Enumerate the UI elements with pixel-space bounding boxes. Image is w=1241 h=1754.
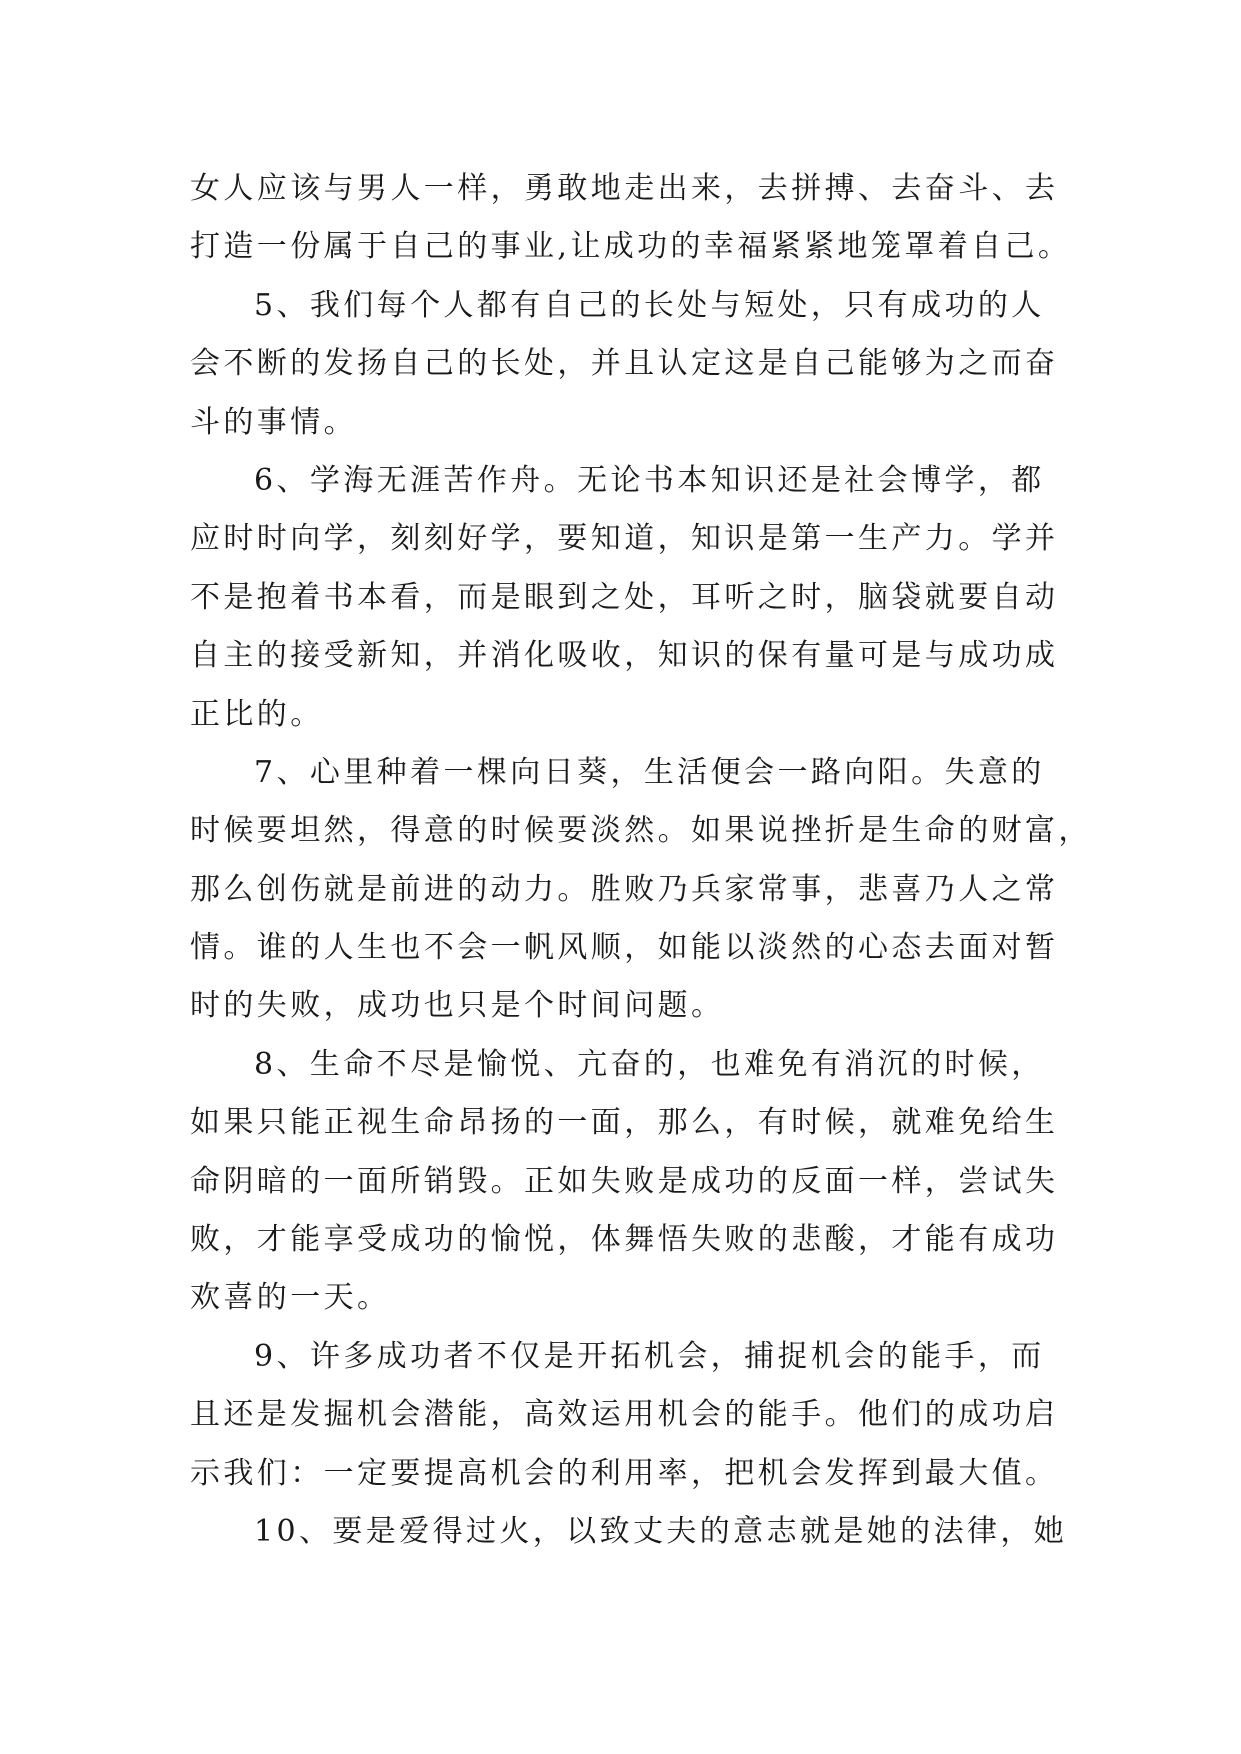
text-line-1: 女人应该与男人一样，勇敢地走出来，去拼搏、去奋斗、去 bbox=[190, 171, 1059, 206]
text-line-7: 应时时向学，刻刻好学，要知道，知识是第一生产力。学并 bbox=[190, 521, 1059, 557]
text-line-3: 5、我们每个人都有自己的长处与短处，只有成功的人 bbox=[254, 287, 1045, 323]
text-line-15: 时的失败，成功也只是个时间问题。 bbox=[190, 988, 725, 1024]
text-line-4: 会不断的发扬自己的长处，并且认定这是自己能够为之而奋 bbox=[190, 346, 1059, 382]
text-line-22: 且还是发掘机会潜能，高效运用机会的能手。他们的成功启 bbox=[190, 1397, 1059, 1433]
text-line-14: 情。谁的人生也不会一帆风顺，如能以淡然的心态去面对暂 bbox=[190, 930, 1059, 966]
text-line-6: 6、学海无涯苦作舟。无论书本知识还是社会博学，都 bbox=[254, 462, 1045, 498]
text-line-19: 败，才能享受成功的愉悦，体舞悟失败的悲酸，才能有成功 bbox=[190, 1222, 1059, 1258]
text-line-5: 斗的事情。 bbox=[190, 404, 357, 440]
text-line-8: 不是抱着书本看，而是眼到之处，耳听之时，脑袋就要自动 bbox=[190, 579, 1059, 615]
text-line-9: 自主的接受新知，并消化吸收，知识的保有量可是与成功成 bbox=[190, 638, 1059, 674]
text-line-17: 如果只能正视生命昂扬的一面，那么，有时候，就难免给生 bbox=[190, 1105, 1059, 1141]
text-line-16: 8、生命不尽是愉悦、亢奋的，也难免有消沉的时候， bbox=[254, 1046, 1045, 1082]
text-line-18: 命阴暗的一面所销毁。正如失败是成功的反面一样，尝试失 bbox=[190, 1163, 1059, 1199]
text-line-12: 时候要坦然，得意的时候要淡然。如果说挫折是生命的财富， bbox=[190, 813, 1092, 849]
text-line-24: 10、要是爱得过火，以致丈夫的意志就是她的法律，她 bbox=[254, 1513, 1068, 1549]
text-line-11: 7、心里种着一棵向日葵，生活便会一路向阳。失意的 bbox=[254, 754, 1045, 790]
text-line-2: 打造一份属于自己的事业,让成功的幸福紧紧地笼罩着自己。 bbox=[190, 229, 1072, 265]
text-line-13: 那么创伤就是前进的动力。胜败乃兵家常事，悲喜乃人之常 bbox=[190, 871, 1059, 907]
text-line-21: 9、许多成功者不仅是开拓机会，捕捉机会的能手，而 bbox=[254, 1338, 1045, 1374]
text-line-10: 正比的。 bbox=[190, 696, 324, 732]
document-body bbox=[190, 160, 1092, 1561]
text-line-23: 示我们：一定要提高机会的利用率，把机会发挥到最大值。 bbox=[190, 1455, 1059, 1491]
text-line-20: 欢喜的一天。 bbox=[190, 1280, 391, 1316]
